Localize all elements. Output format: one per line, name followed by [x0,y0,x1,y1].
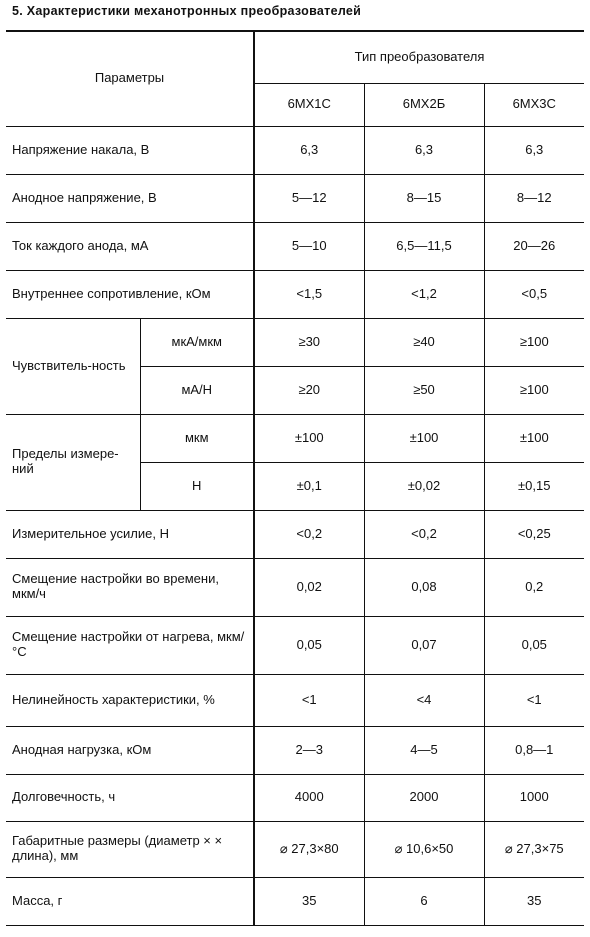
value-cell: ≥40 [364,318,484,366]
value-cell: ±0,15 [484,462,584,510]
value-cell: 6 [364,877,484,925]
value-cell: 6,3 [254,126,364,174]
limits-label: Пределы измере-ний [6,414,140,510]
value-cell: ⌀ 27,3×80 [254,821,364,877]
parameter-label: Измерительное усилие, Н [6,510,254,558]
value-cell: ±100 [364,414,484,462]
table-row [6,126,584,174]
params-header: Параметры [6,31,254,126]
parameter-label: Анодная нагрузка, кОм [6,726,254,774]
table-row [6,674,584,726]
table-title: 5. Характеристики механотронных преобразователей [12,4,362,18]
table-row [6,558,584,616]
value-cell: 0,2 [484,558,584,616]
value-cell: <0,25 [484,510,584,558]
table-row [6,270,584,318]
value-cell: 6,5—11,5 [364,222,484,270]
value-cell: ±100 [484,414,584,462]
value-cell: ≥50 [364,366,484,414]
value-cell: 0,05 [484,616,584,674]
value-cell: ≥30 [254,318,364,366]
value-cell: 20—26 [484,222,584,270]
unit-cell: мкА/мкм [140,318,254,366]
value-cell: ⌀ 10,6×50 [364,821,484,877]
parameter-label: Долговечность, ч [6,774,254,821]
value-cell: 35 [484,877,584,925]
value-cell: 8—12 [484,174,584,222]
unit-cell: мкм [140,414,254,462]
value-cell: 4—5 [364,726,484,774]
value-cell: ⌀ 27,3×75 [484,821,584,877]
parameter-label: Анодное напряжение, В [6,174,254,222]
value-cell: 8—15 [364,174,484,222]
sensitivity-label: Чувствитель-ность [6,318,140,414]
table-row [6,222,584,270]
value-cell: <1 [484,674,584,726]
value-cell: <0,2 [364,510,484,558]
value-cell: ≥100 [484,318,584,366]
value-cell: 6,3 [364,126,484,174]
parameter-label: Нелинейность характеристики, % [6,674,254,726]
value-cell: 0,02 [254,558,364,616]
value-cell: ±0,02 [364,462,484,510]
type-col-2: 6МХ2Б [364,83,484,126]
value-cell: 2—3 [254,726,364,774]
table-row [6,414,584,462]
value-cell: 35 [254,877,364,925]
value-cell: <0,5 [484,270,584,318]
value-cell: <1 [254,674,364,726]
value-cell: 1000 [484,774,584,821]
table-row [6,774,584,821]
value-cell: 4000 [254,774,364,821]
table-row [6,174,584,222]
parameter-label: Ток каждого анода, мА [6,222,254,270]
table-row [6,318,584,366]
value-cell: <1,5 [254,270,364,318]
table-row [6,821,584,877]
value-cell: 0,05 [254,616,364,674]
unit-cell: мА/Н [140,366,254,414]
value-cell: 0,8—1 [484,726,584,774]
value-cell: 2000 [364,774,484,821]
type-header: Тип преобразователя [254,31,584,83]
parameter-label: Габаритные размеры (диаметр × × длина), мм [6,821,254,877]
parameter-label: Внутреннее сопротивление, кОм [6,270,254,318]
value-cell: 0,07 [364,616,484,674]
value-cell: <1,2 [364,270,484,318]
value-cell: 5—12 [254,174,364,222]
type-col-1: 6МХ1С [254,83,364,126]
table-row [6,616,584,674]
characteristics-table [6,30,584,926]
header-row-1 [6,31,584,83]
unit-cell: Н [140,462,254,510]
value-cell: ±100 [254,414,364,462]
table-row [6,726,584,774]
parameter-label: Масса, г [6,877,254,925]
parameter-label: Смещение настройки от нагрева, мкм/°С [6,616,254,674]
type-col-3: 6МХ3С [484,83,584,126]
value-cell: 5—10 [254,222,364,270]
parameter-label: Смещение настройки во времени, мкм/ч [6,558,254,616]
value-cell: 0,08 [364,558,484,616]
table-row [6,877,584,925]
value-cell: 6,3 [484,126,584,174]
value-cell: ±0,1 [254,462,364,510]
parameter-label: Напряжение накала, В [6,126,254,174]
table-row [6,510,584,558]
value-cell: <0,2 [254,510,364,558]
value-cell: ≥20 [254,366,364,414]
value-cell: <4 [364,674,484,726]
value-cell: ≥100 [484,366,584,414]
